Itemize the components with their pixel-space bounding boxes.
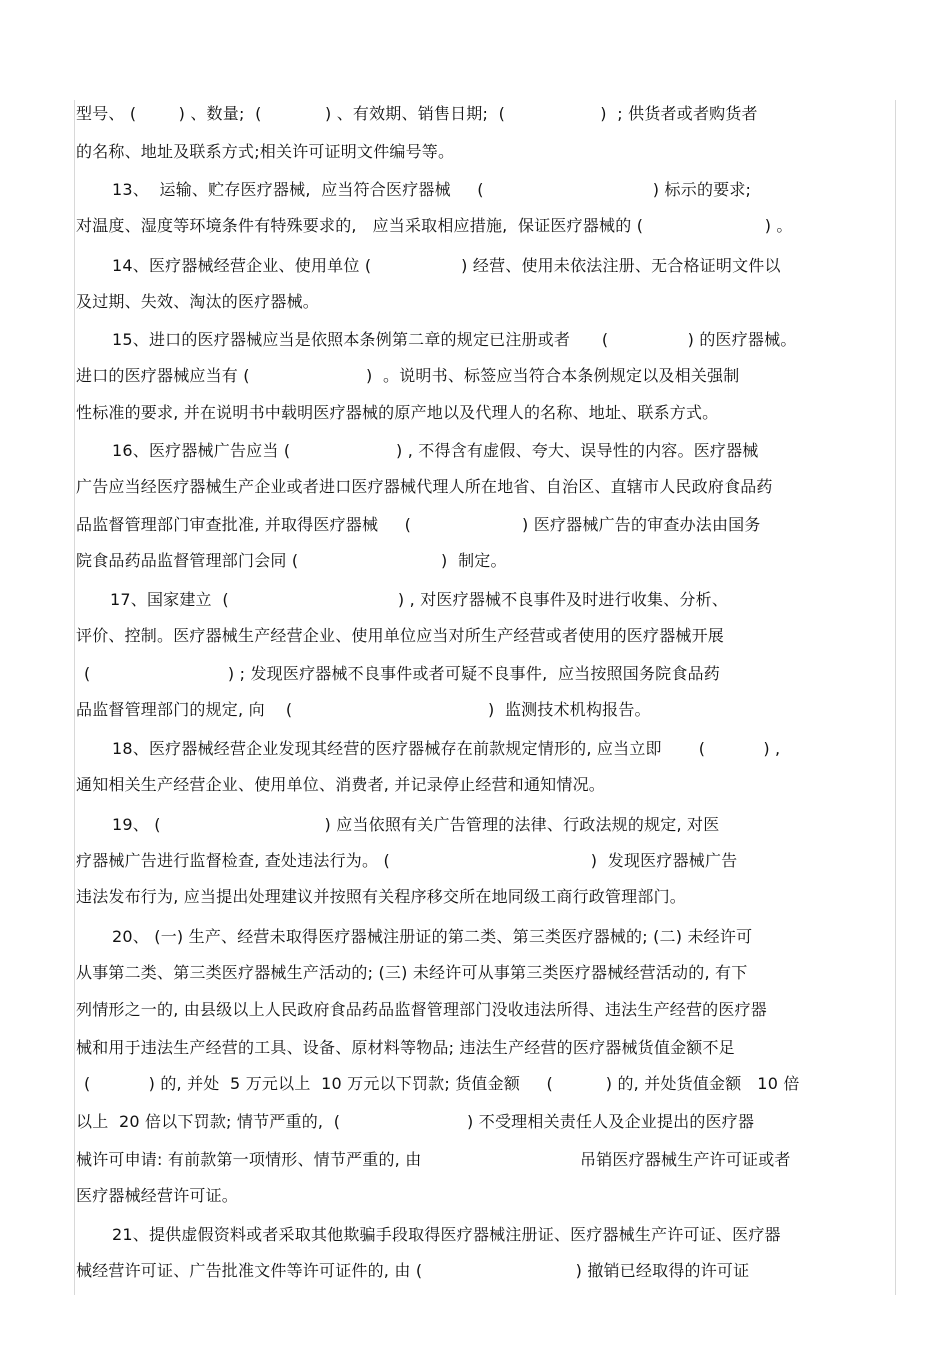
text-line: 16、医疗器械广告应当 ( ) , 不得含有虚假、夸大、误导性的内容。医疗器械 [112,441,759,460]
text-line: 21、提供虚假资料或者采取其他欺骗手段取得医疗器械注册证、医疗器械生产许可证、医疗器 [112,1225,781,1244]
text-line: 及过期、失效、淘汰的医疗器械。 [76,292,320,311]
text-line: 通知相关生产经营企业、使用单位、消费者, 并记录停止经营和通知情况。 [76,775,605,794]
text-line: 械经营许可证、广告批准文件等许可证件的, 由 ( ) 撤销已经取得的许可证 [76,1261,750,1280]
text-line: 列情形之一的, 由县级以上人民政府食品药品监督管理部门没收违法所得、违法生产经营的医疗器 [76,1000,767,1019]
text-line: ( ) ; 发现医疗器械不良事件或者可疑不良事件, 应当按照国务院食品药 [84,664,720,683]
text-line: 院食品药品监督管理部门会同 ( ) 制定。 [76,551,507,570]
text-line: 17、国家建立 ( ) , 对医疗器械不良事件及时进行收集、分析、 [110,590,729,609]
text-line: 对温度、湿度等环境条件有特殊要求的, 应当采取相应措施, 保证医疗器械的 ( ) 。 [76,216,793,235]
text-line: 13、 运输、贮存医疗器械, 应当符合医疗器械 ( ) 标示的要求; [112,180,752,199]
text-line: 评价、控制。医疗器械生产经营企业、使用单位应当对所生产经营或者使用的医疗器械开展 [76,626,725,645]
left-margin-rule [74,100,75,1295]
text-line: 性标准的要求, 并在说明书中载明医疗器械的原产地以及代理人的名称、地址、联系方式。 [76,403,719,422]
text-line: 医疗器械经营许可证。 [76,1186,239,1205]
text-line: 广告应当经医疗器械生产企业或者进口医疗器械代理人所在地省、自治区、直辖市人民政府食品药 [76,477,773,496]
text-line: 品监督管理部门审查批准, 并取得医疗器械 ( ) 医疗器械广告的审查办法由国务 [76,515,761,534]
text-line: 疗器械广告进行监督检查, 查处违法行为。 ( ) 发现医疗器械广告 [76,851,738,870]
text-line: 从事第二类、第三类医疗器械生产活动的; (三) 未经许可从事第三类医疗器械经营活动的, 有下 [76,963,748,982]
text-line: 19、 ( ) 应当依照有关广告管理的法律、行政法规的规定, 对医 [112,815,720,834]
text-line: 以上 20 倍以下罚款; 情节严重的, ( ) 不受理相关责任人及企业提出的医疗器 [76,1112,755,1131]
text-line: 20、 (一) 生产、经营未取得医疗器械注册证的第二类、第三类医疗器械的; (二) 未经许可 [112,927,753,946]
text-line: 械许可申请: 有前款第一项情形、情节严重的, 由 吊销医疗器械生产许可证或者 [76,1150,791,1169]
text-line: 品监督管理部门的规定, 向 ( ) 监测技术机构报告。 [76,700,651,719]
text-line: ( ) 的, 并处 5 万元以上 10 万元以下罚款; 货值金额 ( ) 的, 并处货值金额 10 倍 [84,1074,800,1093]
text-line: 的名称、地址及联系方式;相关许可证明文件编号等。 [76,142,455,161]
right-margin-rule [895,100,896,1295]
text-line: 型号、 ( ) 、数量; ( ) 、有效期、销售日期; ( ) ; 供货者或者购货者 [76,104,758,123]
text-line: 14、医疗器械经营企业、使用单位 ( ) 经营、使用未依法注册、无合格证明文件以 [112,256,781,275]
text-line: 18、医疗器械经营企业发现其经营的医疗器械存在前款规定情形的, 应当立即 ( ) , [112,739,781,758]
text-line: 械和用于违法生产经营的工具、设备、原材料等物品; 违法生产经营的医疗器械货值金额不足 [76,1038,735,1057]
text-line: 违法发布行为, 应当提出处理建议并按照有关程序移交所在地同级工商行政管理部门。 [76,887,686,906]
text-line: 15、进口的医疗器械应当是依照本条例第二章的规定已注册或者 ( ) 的医疗器械。 [112,330,797,349]
text-line: 进口的医疗器械应当有 ( ) 。说明书、标签应当符合本条例规定以及相关强制 [76,366,740,385]
